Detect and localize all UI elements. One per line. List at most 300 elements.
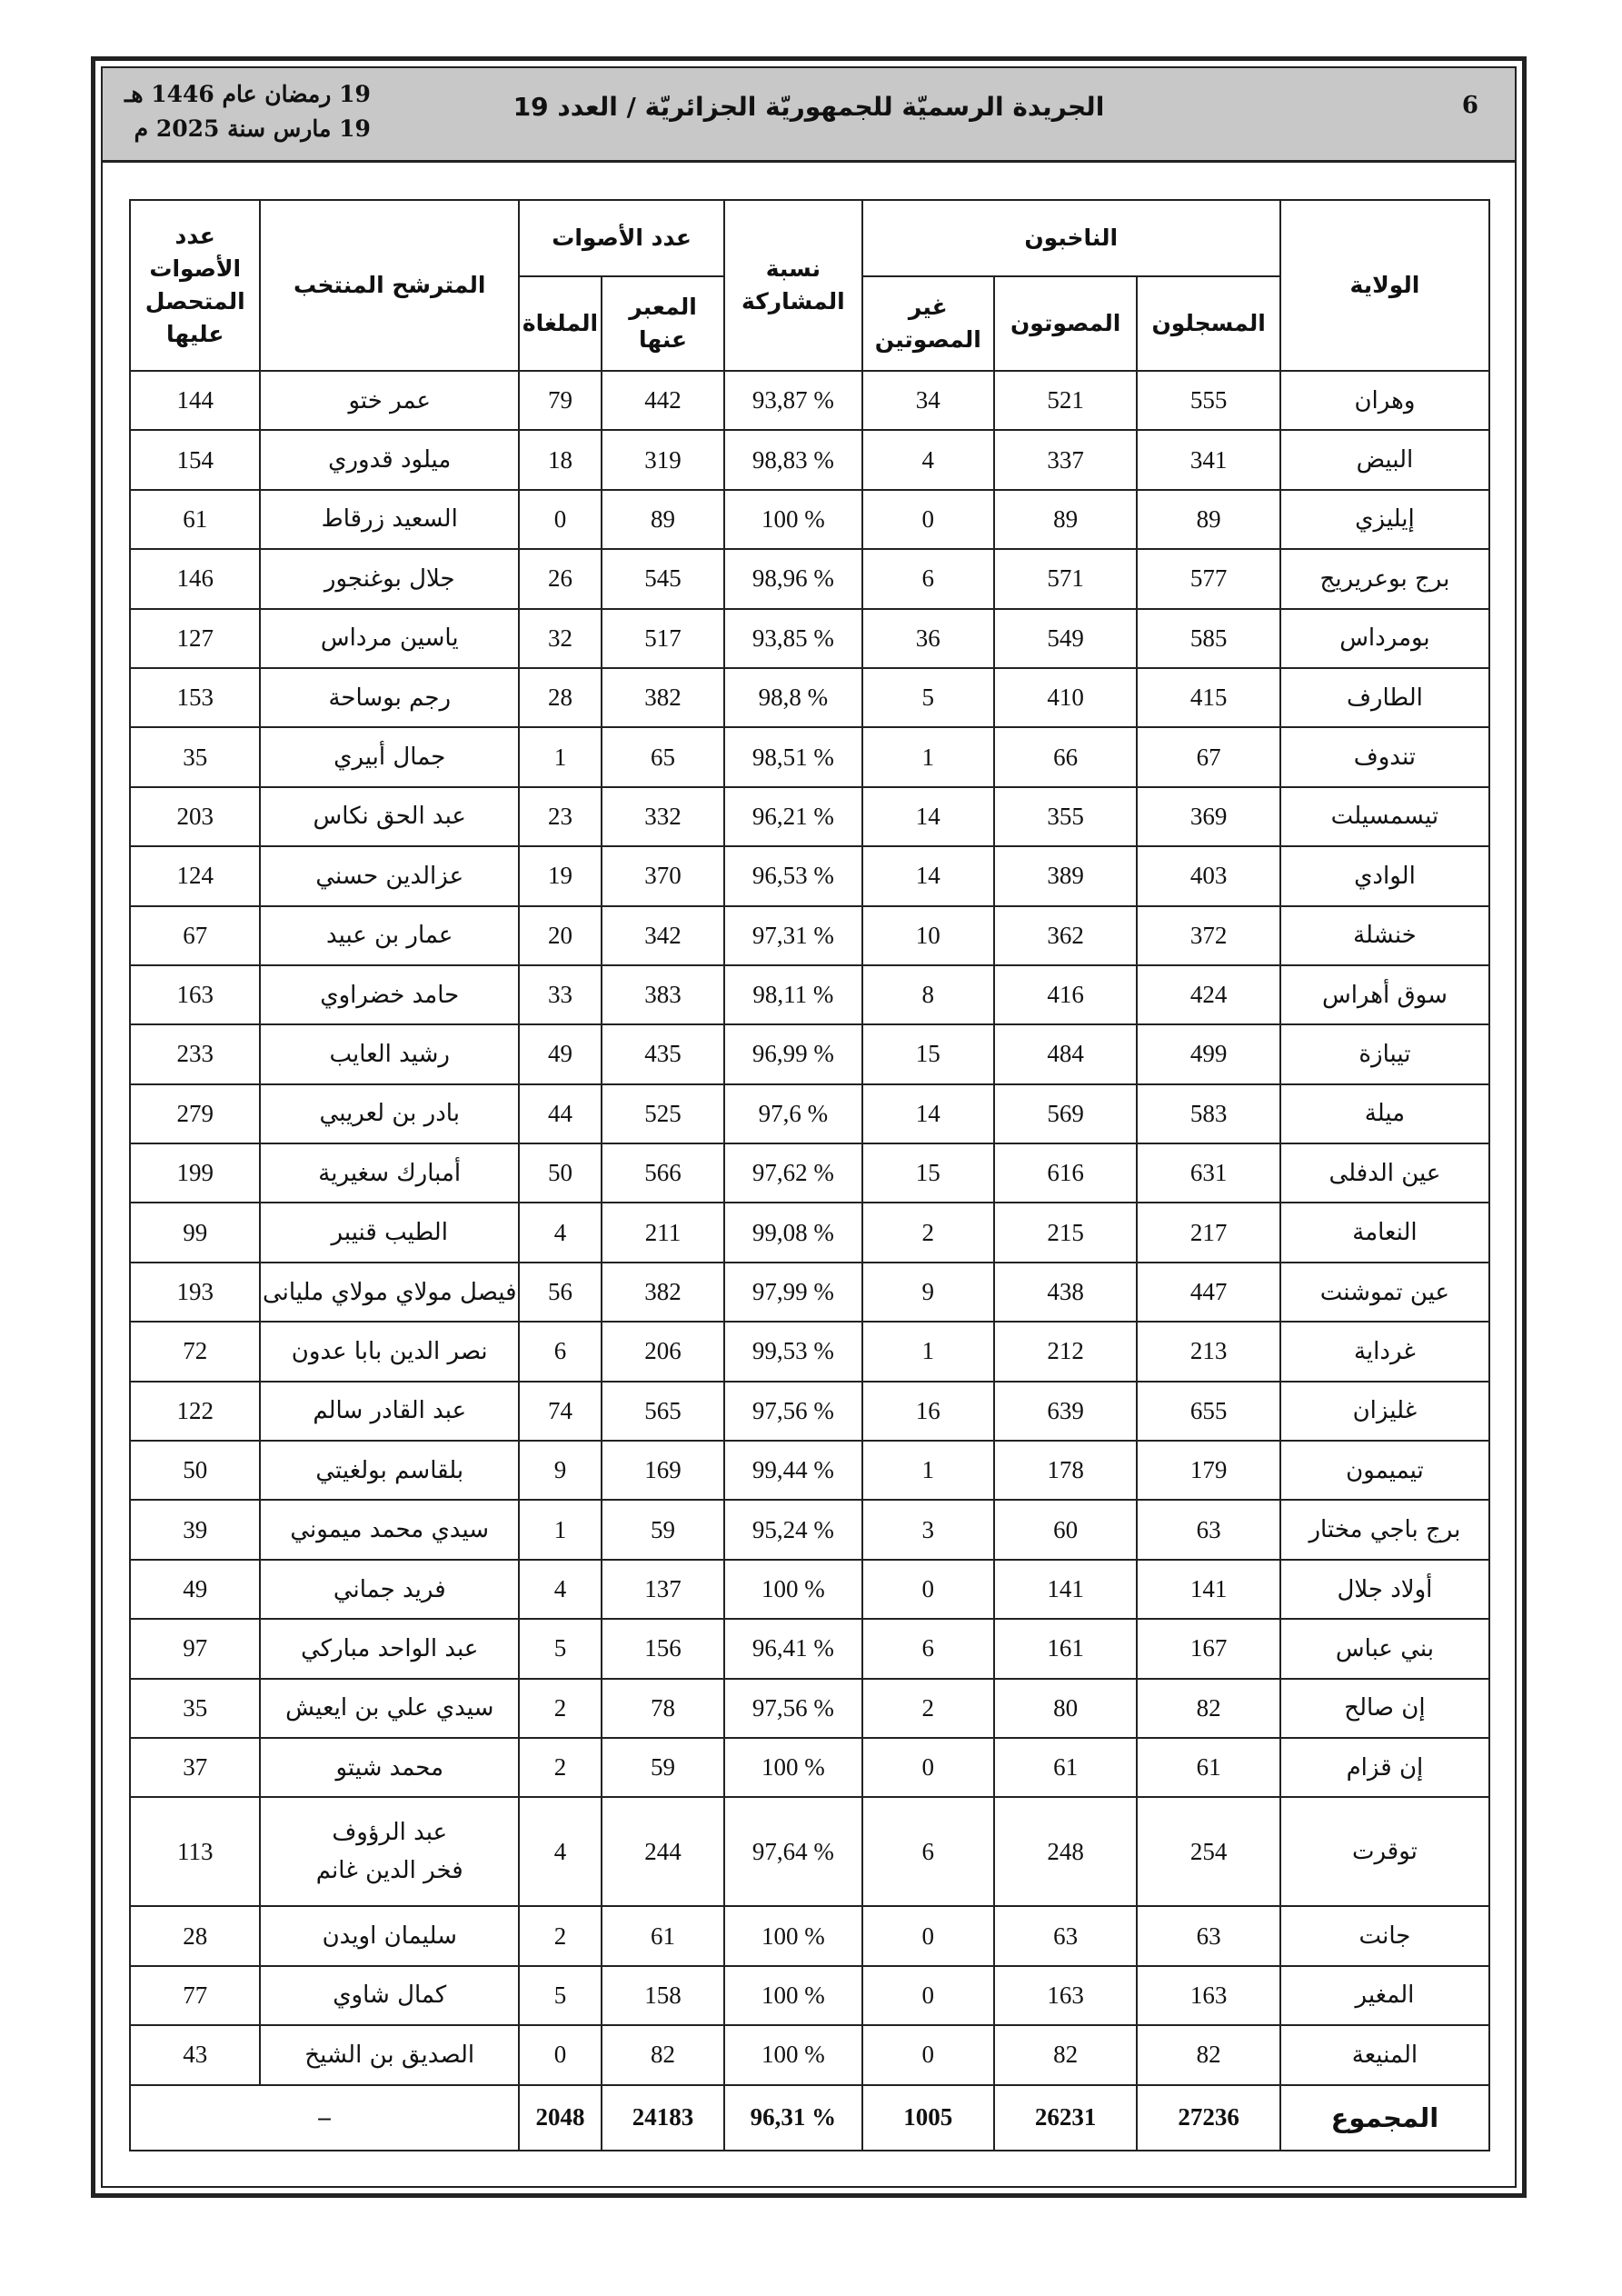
header-null: الملغاة — [519, 276, 602, 371]
registered-cell: 61 — [1137, 1738, 1279, 1797]
participation-cell: 97,56 % — [724, 1382, 861, 1441]
obtained-cell: 163 — [130, 965, 260, 1024]
null-cell: 26 — [519, 549, 602, 608]
participation-cell: 99,08 % — [724, 1203, 861, 1262]
expressed-cell: 517 — [602, 609, 724, 668]
candidate-cell: فريد جماني — [260, 1560, 519, 1619]
candidate-cell: السعيد زرقاط — [260, 490, 519, 549]
not-voted-cell: 10 — [862, 906, 994, 965]
wilaya-cell: الطارف — [1280, 668, 1489, 727]
voted-cell: 66 — [994, 727, 1137, 786]
wilaya-cell: البيض — [1280, 430, 1489, 489]
voted-cell: 89 — [994, 490, 1137, 549]
null-cell: 0 — [519, 2025, 602, 2084]
expressed-cell: 169 — [602, 1441, 724, 1500]
candidate-cell: بلقاسم بولغيتي — [260, 1441, 519, 1500]
voted-cell: 616 — [994, 1143, 1137, 1203]
table-row — [130, 668, 1489, 727]
header-not-voted: غير المصوتين — [862, 276, 994, 371]
wilaya-cell: جانت — [1280, 1906, 1489, 1965]
table-row — [130, 1797, 1489, 1906]
obtained-cell: 37 — [130, 1738, 260, 1797]
not-voted-cell: 2 — [862, 1203, 994, 1262]
participation-cell: 98,11 % — [724, 965, 861, 1024]
registered-cell: 179 — [1137, 1441, 1279, 1500]
voted-cell: 362 — [994, 906, 1137, 965]
candidate-cell: الصديق بن الشيخ — [260, 2025, 519, 2084]
registered-cell: 415 — [1137, 668, 1279, 727]
wilaya-cell: غرداية — [1280, 1322, 1489, 1381]
expressed-cell: 332 — [602, 787, 724, 846]
obtained-cell: 113 — [130, 1797, 260, 1906]
expressed-cell: 382 — [602, 1263, 724, 1322]
total-participation: 96,31 % — [724, 2085, 861, 2151]
obtained-cell: 203 — [130, 787, 260, 846]
table-row — [130, 1906, 1489, 1965]
null-cell: 56 — [519, 1263, 602, 1322]
candidate-cell: عمر ختو — [260, 371, 519, 430]
null-cell: 50 — [519, 1143, 602, 1203]
table-row — [130, 1441, 1489, 1500]
header-voters: الناخبون — [862, 200, 1280, 276]
table-row — [130, 1619, 1489, 1678]
candidate-cell: عبد القادر سالم — [260, 1382, 519, 1441]
obtained-cell: 153 — [130, 668, 260, 727]
obtained-cell: 50 — [130, 1441, 260, 1500]
null-cell: 49 — [519, 1024, 602, 1083]
candidate-cell: أمبارك سغيرية — [260, 1143, 519, 1203]
not-voted-cell: 1 — [862, 1441, 994, 1500]
obtained-cell: 122 — [130, 1382, 260, 1441]
expressed-cell: 244 — [602, 1797, 724, 1906]
null-cell: 0 — [519, 490, 602, 549]
registered-cell: 499 — [1137, 1024, 1279, 1083]
wilaya-cell: تندوف — [1280, 727, 1489, 786]
participation-cell: 97,99 % — [724, 1263, 861, 1322]
date-gregorian: 19 مارس سنة 2025 م — [134, 115, 371, 142]
expressed-cell: 59 — [602, 1738, 724, 1797]
null-cell: 28 — [519, 668, 602, 727]
expressed-cell: 383 — [602, 965, 724, 1024]
wilaya-cell: إن صالح — [1280, 1679, 1489, 1738]
not-voted-cell: 0 — [862, 2025, 994, 2084]
page-header — [103, 68, 1515, 163]
participation-cell: 93,85 % — [724, 609, 861, 668]
voted-cell: 61 — [994, 1738, 1137, 1797]
not-voted-cell: 0 — [862, 1906, 994, 1965]
voted-cell: 521 — [994, 371, 1137, 430]
candidate-cell: عبد الرؤوف فخر الدين غانم — [260, 1797, 519, 1906]
registered-cell: 631 — [1137, 1143, 1279, 1203]
table-row — [130, 727, 1489, 786]
null-cell: 32 — [519, 609, 602, 668]
registered-cell: 585 — [1137, 609, 1279, 668]
header-elected: المترشح المنتخب — [260, 200, 519, 371]
registered-cell: 655 — [1137, 1382, 1279, 1441]
registered-cell: 341 — [1137, 430, 1279, 489]
registered-cell: 217 — [1137, 1203, 1279, 1262]
registered-cell: 583 — [1137, 1084, 1279, 1143]
not-voted-cell: 0 — [862, 1560, 994, 1619]
candidate-cell: جمال أبيري — [260, 727, 519, 786]
table-row — [130, 1203, 1489, 1262]
expressed-cell: 78 — [602, 1679, 724, 1738]
not-voted-cell: 14 — [862, 846, 994, 905]
not-voted-cell: 0 — [862, 1966, 994, 2025]
table-row — [130, 549, 1489, 608]
not-voted-cell: 1 — [862, 727, 994, 786]
voted-cell: 161 — [994, 1619, 1137, 1678]
not-voted-cell: 5 — [862, 668, 994, 727]
voted-cell: 337 — [994, 430, 1137, 489]
participation-cell: 100 % — [724, 1560, 861, 1619]
not-voted-cell: 0 — [862, 490, 994, 549]
expressed-cell: 89 — [602, 490, 724, 549]
voted-cell: 355 — [994, 787, 1137, 846]
header-obtained: عدد الأصوات المتحصل عليها — [130, 200, 260, 371]
null-cell: 44 — [519, 1084, 602, 1143]
registered-cell: 67 — [1137, 727, 1279, 786]
candidate-cell: رشيد العايب — [260, 1024, 519, 1083]
participation-cell: 98,8 % — [724, 668, 861, 727]
table-row — [130, 1263, 1489, 1322]
null-cell: 2 — [519, 1679, 602, 1738]
null-cell: 33 — [519, 965, 602, 1024]
expressed-cell: 382 — [602, 668, 724, 727]
obtained-cell: 77 — [130, 1966, 260, 2025]
table-row — [130, 1143, 1489, 1203]
voted-cell: 569 — [994, 1084, 1137, 1143]
not-voted-cell: 14 — [862, 1084, 994, 1143]
null-cell: 79 — [519, 371, 602, 430]
voted-cell: 178 — [994, 1441, 1137, 1500]
not-voted-cell: 8 — [862, 965, 994, 1024]
total-candidate: – — [130, 2085, 519, 2151]
expressed-cell: 565 — [602, 1382, 724, 1441]
obtained-cell: 279 — [130, 1084, 260, 1143]
wilaya-cell: أولاد جلال — [1280, 1560, 1489, 1619]
expressed-cell: 545 — [602, 549, 724, 608]
registered-cell: 254 — [1137, 1797, 1279, 1906]
obtained-cell: 72 — [130, 1322, 260, 1381]
obtained-cell: 99 — [130, 1203, 260, 1262]
table-row — [130, 1679, 1489, 1738]
obtained-cell: 199 — [130, 1143, 260, 1203]
participation-cell: 96,99 % — [724, 1024, 861, 1083]
not-voted-cell: 0 — [862, 1738, 994, 1797]
expressed-cell: 65 — [602, 727, 724, 786]
wilaya-cell: الوادي — [1280, 846, 1489, 905]
voted-cell: 63 — [994, 1906, 1137, 1965]
candidate-cell: الطيب قنيبر — [260, 1203, 519, 1262]
wilaya-cell: تيميمون — [1280, 1441, 1489, 1500]
not-voted-cell: 16 — [862, 1382, 994, 1441]
voted-cell: 163 — [994, 1966, 1137, 2025]
voted-cell: 549 — [994, 609, 1137, 668]
null-cell: 6 — [519, 1322, 602, 1381]
not-voted-cell: 15 — [862, 1143, 994, 1203]
table-row — [130, 490, 1489, 549]
page-number: 6 — [1461, 92, 1478, 119]
table-row — [130, 430, 1489, 489]
obtained-cell: 43 — [130, 2025, 260, 2084]
participation-cell: 97,64 % — [724, 1797, 861, 1906]
total-null: 2048 — [519, 2085, 602, 2151]
wilaya-cell: برج بوعريريج — [1280, 549, 1489, 608]
registered-cell: 63 — [1137, 1906, 1279, 1965]
obtained-cell: 35 — [130, 727, 260, 786]
registered-cell: 163 — [1137, 1966, 1279, 2025]
table-row — [130, 609, 1489, 668]
expressed-cell: 525 — [602, 1084, 724, 1143]
total-row — [130, 2085, 1489, 2151]
null-cell: 5 — [519, 1966, 602, 2025]
participation-cell: 93,87 % — [724, 371, 861, 430]
not-voted-cell: 4 — [862, 430, 994, 489]
null-cell: 1 — [519, 727, 602, 786]
header-registered: المسجلون — [1137, 276, 1279, 371]
voted-cell: 215 — [994, 1203, 1137, 1262]
not-voted-cell: 36 — [862, 609, 994, 668]
participation-cell: 100 % — [724, 1906, 861, 1965]
table-row — [130, 1024, 1489, 1083]
null-cell: 23 — [519, 787, 602, 846]
wilaya-cell: النعامة — [1280, 1203, 1489, 1262]
null-cell: 5 — [519, 1619, 602, 1678]
wilaya-cell: خنشلة — [1280, 906, 1489, 965]
table-row — [130, 2025, 1489, 2084]
registered-cell: 63 — [1137, 1500, 1279, 1559]
total-label: المجموع — [1280, 2085, 1489, 2151]
participation-cell: 98,96 % — [724, 549, 861, 608]
participation-cell: 100 % — [724, 1966, 861, 2025]
registered-cell: 403 — [1137, 846, 1279, 905]
null-cell: 2 — [519, 1906, 602, 1965]
page-frame — [91, 56, 1527, 2198]
expressed-cell: 370 — [602, 846, 724, 905]
expressed-cell: 319 — [602, 430, 724, 489]
wilaya-cell: إن قزام — [1280, 1738, 1489, 1797]
table-row — [130, 1382, 1489, 1441]
not-voted-cell: 9 — [862, 1263, 994, 1322]
header-participation: نسبة المشاركة — [724, 200, 861, 371]
null-cell: 74 — [519, 1382, 602, 1441]
obtained-cell: 61 — [130, 490, 260, 549]
registered-cell: 555 — [1137, 371, 1279, 430]
participation-cell: 96,41 % — [724, 1619, 861, 1678]
candidate-cell: ياسين مرداس — [260, 609, 519, 668]
table-row — [130, 1966, 1489, 2025]
candidate-cell: عزالدين حسني — [260, 846, 519, 905]
null-cell: 2 — [519, 1738, 602, 1797]
voted-cell: 438 — [994, 1263, 1137, 1322]
voted-cell: 212 — [994, 1322, 1137, 1381]
obtained-cell: 28 — [130, 1906, 260, 1965]
table-body — [130, 371, 1489, 2151]
participation-cell: 95,24 % — [724, 1500, 861, 1559]
candidate-cell: سيدي محمد ميموني — [260, 1500, 519, 1559]
obtained-cell: 124 — [130, 846, 260, 905]
voted-cell: 248 — [994, 1797, 1137, 1906]
obtained-cell: 39 — [130, 1500, 260, 1559]
table-row — [130, 371, 1489, 430]
wilaya-cell: تيبازة — [1280, 1024, 1489, 1083]
registered-cell: 82 — [1137, 2025, 1279, 2084]
participation-cell: 100 % — [724, 2025, 861, 2084]
results-table — [129, 199, 1490, 2151]
voted-cell: 484 — [994, 1024, 1137, 1083]
voted-cell: 389 — [994, 846, 1137, 905]
obtained-cell: 67 — [130, 906, 260, 965]
table-row — [130, 1738, 1489, 1797]
not-voted-cell: 34 — [862, 371, 994, 430]
wilaya-cell: سوق أهراس — [1280, 965, 1489, 1024]
registered-cell: 424 — [1137, 965, 1279, 1024]
voted-cell: 60 — [994, 1500, 1137, 1559]
candidate-cell: حامد خضراوي — [260, 965, 519, 1024]
candidate-cell: محمد شيتو — [260, 1738, 519, 1797]
total-not-voted: 1005 — [862, 2085, 994, 2151]
voted-cell: 410 — [994, 668, 1137, 727]
candidate-cell: ميلود قدوري — [260, 430, 519, 489]
expressed-cell: 158 — [602, 1966, 724, 2025]
expressed-cell: 137 — [602, 1560, 724, 1619]
table-row — [130, 1084, 1489, 1143]
participation-cell: 98,51 % — [724, 727, 861, 786]
not-voted-cell: 1 — [862, 1322, 994, 1381]
participation-cell: 97,62 % — [724, 1143, 861, 1203]
total-voted: 26231 — [994, 2085, 1137, 2151]
participation-cell: 100 % — [724, 490, 861, 549]
wilaya-cell: تيسمسيلت — [1280, 787, 1489, 846]
candidate-cell: سليمان اويدن — [260, 1906, 519, 1965]
wilaya-cell: توقرت — [1280, 1797, 1489, 1906]
not-voted-cell: 6 — [862, 1797, 994, 1906]
participation-cell: 96,53 % — [724, 846, 861, 905]
registered-cell: 167 — [1137, 1619, 1279, 1678]
null-cell: 20 — [519, 906, 602, 965]
date-hijri: 19 رمضان عام 1446 هـ — [124, 81, 371, 107]
registered-cell: 577 — [1137, 549, 1279, 608]
registered-cell: 213 — [1137, 1322, 1279, 1381]
obtained-cell: 97 — [130, 1619, 260, 1678]
wilaya-cell: وهران — [1280, 371, 1489, 430]
participation-cell: 100 % — [724, 1738, 861, 1797]
expressed-cell: 156 — [602, 1619, 724, 1678]
candidate-cell: عمار بن عبيد — [260, 906, 519, 965]
candidate-cell: سيدي علي بن ايعيش — [260, 1679, 519, 1738]
wilaya-cell: غليزان — [1280, 1382, 1489, 1441]
wilaya-cell: ميلة — [1280, 1084, 1489, 1143]
not-voted-cell: 6 — [862, 549, 994, 608]
not-voted-cell: 2 — [862, 1679, 994, 1738]
header-voted: المصوتون — [994, 276, 1137, 371]
expressed-cell: 206 — [602, 1322, 724, 1381]
voted-cell: 141 — [994, 1560, 1137, 1619]
table-row — [130, 787, 1489, 846]
header-votes: عدد الأصوات — [519, 200, 724, 276]
candidate-cell: نصر الدين بابا عدون — [260, 1322, 519, 1381]
obtained-cell: 144 — [130, 371, 260, 430]
obtained-cell: 35 — [130, 1679, 260, 1738]
participation-cell: 98,83 % — [724, 430, 861, 489]
obtained-cell: 154 — [130, 430, 260, 489]
header-wilaya: الولاية — [1280, 200, 1489, 371]
expressed-cell: 211 — [602, 1203, 724, 1262]
table-row — [130, 1560, 1489, 1619]
candidate-cell: بادر بن لعريبي — [260, 1084, 519, 1143]
expressed-cell: 82 — [602, 2025, 724, 2084]
voted-cell: 80 — [994, 1679, 1137, 1738]
expressed-cell: 566 — [602, 1143, 724, 1203]
null-cell: 4 — [519, 1203, 602, 1262]
participation-cell: 97,6 % — [724, 1084, 861, 1143]
participation-cell: 96,21 % — [724, 787, 861, 846]
registered-cell: 372 — [1137, 906, 1279, 965]
wilaya-cell: عين الدفلى — [1280, 1143, 1489, 1203]
null-cell: 19 — [519, 846, 602, 905]
wilaya-cell: عين تموشنت — [1280, 1263, 1489, 1322]
null-cell: 4 — [519, 1797, 602, 1906]
wilaya-cell: بومرداس — [1280, 609, 1489, 668]
journal-title: الجريدة الرسميّة للجمهوريّة الجزائريّة / العدد 19 — [512, 92, 1105, 122]
not-voted-cell: 15 — [862, 1024, 994, 1083]
wilaya-cell: برج باجي مختار — [1280, 1500, 1489, 1559]
header-expressed: المعبر عنها — [602, 276, 724, 371]
obtained-cell: 127 — [130, 609, 260, 668]
registered-cell: 447 — [1137, 1263, 1279, 1322]
not-voted-cell: 14 — [862, 787, 994, 846]
participation-cell: 99,53 % — [724, 1322, 861, 1381]
voted-cell: 639 — [994, 1382, 1137, 1441]
expressed-cell: 442 — [602, 371, 724, 430]
not-voted-cell: 6 — [862, 1619, 994, 1678]
null-cell: 4 — [519, 1560, 602, 1619]
total-registered: 27236 — [1137, 2085, 1279, 2151]
registered-cell: 369 — [1137, 787, 1279, 846]
registered-cell: 82 — [1137, 1679, 1279, 1738]
obtained-cell: 146 — [130, 549, 260, 608]
candidate-cell: عبد الحق نكاس — [260, 787, 519, 846]
not-voted-cell: 3 — [862, 1500, 994, 1559]
candidate-cell: جلال بوغنجور — [260, 549, 519, 608]
voted-cell: 416 — [994, 965, 1137, 1024]
issue-date — [124, 77, 371, 146]
wilaya-cell: إيليزي — [1280, 490, 1489, 549]
expressed-cell: 435 — [602, 1024, 724, 1083]
registered-cell: 89 — [1137, 490, 1279, 549]
registered-cell: 141 — [1137, 1560, 1279, 1619]
candidate-cell: رجم بوساحة — [260, 668, 519, 727]
null-cell: 1 — [519, 1500, 602, 1559]
expressed-cell: 59 — [602, 1500, 724, 1559]
table-row — [130, 906, 1489, 965]
table-row — [130, 965, 1489, 1024]
expressed-cell: 61 — [602, 1906, 724, 1965]
candidate-cell: فيصل مولاي مولاي مليانى — [260, 1263, 519, 1322]
voted-cell: 571 — [994, 549, 1137, 608]
table-row — [130, 1500, 1489, 1559]
voted-cell: 82 — [994, 2025, 1137, 2084]
expressed-cell: 342 — [602, 906, 724, 965]
wilaya-cell: المغير — [1280, 1966, 1489, 2025]
null-cell: 9 — [519, 1441, 602, 1500]
obtained-cell: 233 — [130, 1024, 260, 1083]
wilaya-cell: بني عباس — [1280, 1619, 1489, 1678]
participation-cell: 97,56 % — [724, 1679, 861, 1738]
total-expressed: 24183 — [602, 2085, 724, 2151]
obtained-cell: 49 — [130, 1560, 260, 1619]
